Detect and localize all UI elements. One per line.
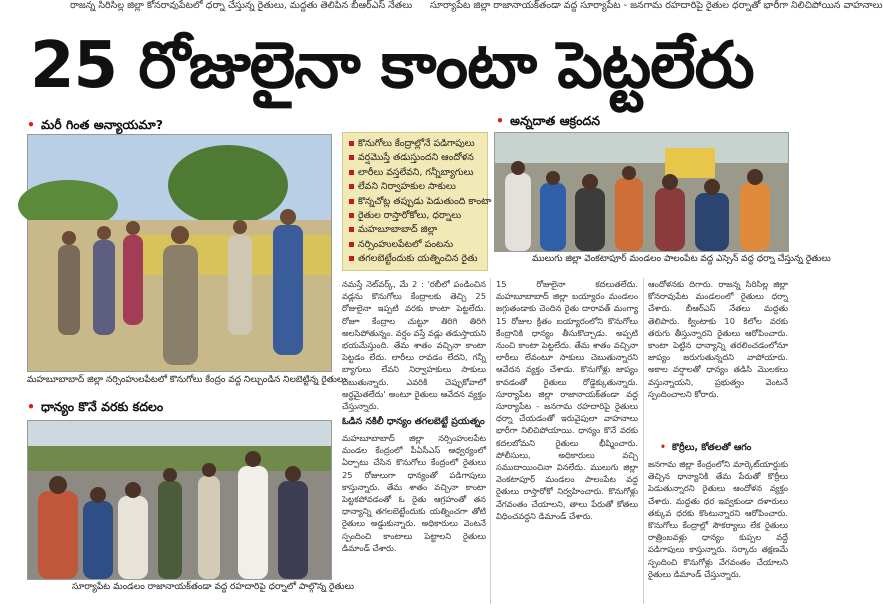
bullet-icon: • [27, 117, 35, 132]
article-column-middle-2 [496, 278, 638, 604]
highlight-item: లారీలు వస్తలేవని, గన్నీబ్యాగులు [349, 166, 483, 180]
highlight-item: కొనుగోలు కేంద్రాల్లోనే పడిగాపులు [349, 137, 483, 151]
section-title-text: ధాన్యం కొనే వరకు కదలం [41, 399, 164, 414]
article-column-middle-1 [342, 278, 486, 410]
article-paragraph: ఆందోళనకు దిగారు. రాజన్న సిరిసిల్ల జిల్లా కోనరావుపేట మండలంలో రైతులు ధర్నా చేశారు. బీఆర్ఎస్ నేతలు మద్దతు తెలిపారు. క్వింటాకు 10 కిలోల వరకు తరుగు తీస్తున్నారని రైతులు ఆరోపించారు. కాంటా పెట్టిన ధాన్యాన్ని తరలించడంలోనూ జాప్యం జరుగుతున్నదని వాపోయారు. అకాల వర్షాలతో ధాన్యం తడిసి మొలకలు వస్తున్నాయని, ప్రభుత్వం వెంటనే స్పందించాలని కోరారు. [648, 279, 788, 399]
subhead-text: కొర్రీలు, కోతలతో ఆగం [671, 442, 752, 453]
top-caption-left: రాజన్న సిరిసిల్ల జిల్లా కోనరావుపేటలో ధర్నా చేస్తున్న రైతులు, మద్దతు తెలిపిన బీఆర్ఎస్ నేతలు [70, 0, 413, 11]
article-paragraph: నమస్తే నెట్‌వర్క్, మే 2 : 'రబీలో పండించిన వడ్లను కొనుగోలు కేంద్రాలకు తెచ్చి 25 రోజులైనా ఇప్పటి వరకు కాంటా పెట్టలేదు. రోజూ కేంద్రాల చుట్టూ తిరిగి తిరిగి అలసిపోతున్నం. వర్షం వస్తే వడ్లు తడుస్తాయని భయమేస్తుంది. తేమ శాతం వచ్చినా కాంటా పెట్టడం లేదు. లారీలు రావడం లేదని, గన్నీ బ్యాగులు లేవని నిర్వాహకులు సాకులు చెబుతున్నారు. ఎవరికి చెప్పుకోవాలో అర్థమైతలేదు' అంటూ రైతులు ఆవేదన వ్యక్తం చేస్తున్నారు. [342, 279, 486, 412]
photo-caption-left-top: మహబూబాబాద్ జిల్లా నర్సింహులపేటలో కొనుగోలు కేంద్రం వద్ద నిల్చుండిన నిలబెట్టిన్న రైతులు [27, 375, 347, 385]
article-subhead-middle: ఓడిన నకిలీ ధాన్యం తగలబెట్టే ప్రయత్నం [342, 416, 485, 427]
section-title-text: అన్నదాత ఆక్రందన [510, 113, 601, 128]
section-title-right-top [496, 113, 600, 132]
article-paragraph: జనగామ జిల్లా కేంద్రంలోని మార్కెట్‌యార్డుకు తెచ్చిన ధాన్యానికి తేమ పేరుతో కొర్రీలు పెడుతున్నారని రైతులు ఆందోళన వ్యక్తం చేశారు. మద్దతు ధర ఇవ్వకుండా దళారులు తక్కువ ధరకు కొంటున్నారని ఆరోపించారు. కొనుగోలు కేంద్రాల్లో సౌకర్యాలు లేక రైతులు రాత్రింబవళ్లు ధాన్యం కుప్పల వద్దే పడిగాపులు కాస్తున్నారు. సర్కారు తక్షణమే స్పందించి కొనుగోళ్లు వేగవంతం చేయాలని రైతులు డిమాండ్ చేస్తున్నారు. [648, 459, 788, 579]
top-caption-right: సూర్యాపేట జిల్లా రాజానాయక్‌తండా వద్ద సూర్యాపేట - జనగామ రహదారిపై రైతుల ధర్నాతో భారీగా నిలిచిపోయిన వాహనాలు [430, 0, 883, 11]
photo-farmers-protest-road [494, 132, 789, 252]
highlight-item: మహబూబాబాద్ జిల్లా [349, 223, 483, 237]
article-column-right [648, 278, 788, 438]
column-divider [643, 278, 644, 604]
article-subhead-right [660, 442, 751, 455]
highlight-item: కొన్నచోట్ల తప్పుడు పెడుతుంది కాంటా [349, 195, 483, 209]
highlight-item: వర్షమొస్తే తడుస్తుందని ఆందోళన [349, 151, 483, 165]
highlight-item: లేవని నిర్వాహకుల సాకులు [349, 180, 483, 194]
article-column-right-b [648, 458, 788, 604]
photo-caption-right-top: ములుగు జిల్లా వెంకటాపూర్ మండలం పాలంపేట వద్ద ఎస్సెన్ వద్ద ధర్నా చేస్తున్న రైతులు [532, 254, 831, 264]
highlight-item: నర్సింహులపేటలో పంటను [349, 238, 483, 252]
section-title-left-bottom [27, 399, 163, 418]
headline: 25 రోజులైనా కాంటా పెట్టలేరు [30, 29, 754, 103]
article-paragraph: 15 రోజులైనా కదలుతలేదు. మహబూబాబాద్ జిల్లా బయ్యారం మండలం జగ్గుతండాకు చెందిన రైతు దారావత్ మంగ్యా 15 రోజుల క్రితం బయ్యారంలోని కొనుగోలు కేంద్రానికి ధాన్యం తీసుకొచ్చాడు. అప్పటి నుంచి కాంటా పెట్టలేదు. తేమ శాతం వచ్చినా లారీలు లేవంటూ సాకులు చెబుతున్నారని ఆవేదన వ్యక్తం చేశాడు. కొనుగోళ్లు జాప్యం కావడంతో రైతులు రోడ్డెక్కుతున్నారు. సూర్యాపేట జిల్లా రాజానాయక్‌తండా వద్ద సూర్యాపేట - జనగామ రహదారిపై రైతులు ధర్నా చేయడంతో ఇరువైపులా వాహనాలు భారీగా నిలిచిపోయాయి. ధాన్యం కొనే వరకు కదలబోమని రైతులు భీష్మించారు. పోలీసులు, అధికారులు వచ్చి సముదాయించినా వినలేదు. ములుగు జిల్లా వెంకటాపూర్ మండలం పాలంపేట వద్ద రైతులు రాస్తారోకో నిర్వహించారు. కొనుగోళ్లు వేగవంతం చేయాలని, తాలు పేరుతో కోతలు విధించవద్దని డిమాండ్ చేశారు. [496, 279, 638, 521]
bullet-icon: • [496, 113, 504, 128]
section-title-text: మరీ గింత అన్యాయమా? [41, 117, 163, 132]
article-paragraph: మహబూబాబాద్ జిల్లా నర్సింహులపేట మండల కేంద్రంలో పీఏసీఎస్ ఆధ్వర్యంలో ఏర్పాటు చేసిన కొనుగోలు కేంద్రంలో రైతులు 25 రోజులుగా ధాన్యంతో పడిగాపులు కాస్తున్నారు. తేమ శాతం వచ్చినా కాంటా పెట్టకపోవడంతో ఓ రైతు ఆగ్రహంతో తన ధాన్యాన్ని తగలబెట్టేందుకు యత్నించగా తోటి రైతులు అడ్డుకున్నారు. అధికారులు వెంటనే స్పందించి కాంటాలు పెట్టాలని రైతులు డిమాండ్ చేశారు. [342, 433, 486, 553]
article-column-middle-1b [342, 432, 486, 602]
column-divider [490, 278, 491, 604]
bullet-icon: • [27, 399, 35, 414]
bullet-icon: • [660, 442, 666, 453]
highlight-item: రైతుల రాస్తారోకోలు, ధర్నాలు [349, 209, 483, 223]
highlight-item: తగలబెట్టేందుకు యత్నించిన రైతు [349, 252, 483, 266]
highlights-box [342, 132, 492, 271]
photo-caption-left-bottom: సూర్యాపేట మండలం రాజానాయక్‌తండా వద్ద రహదారిపై ధర్నాలో పాల్గొన్న రైతులు [72, 582, 354, 592]
photo-road-protest [27, 420, 332, 580]
photo-farmers-field [27, 134, 332, 372]
